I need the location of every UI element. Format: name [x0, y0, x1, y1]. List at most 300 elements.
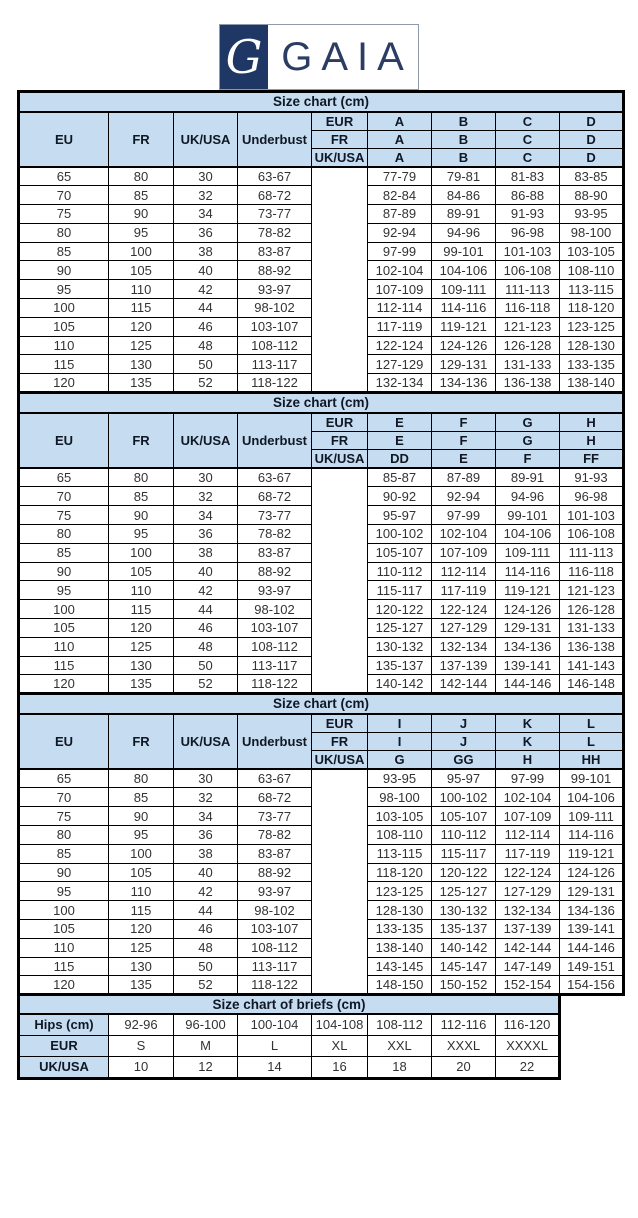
size-cell: 104-106 — [560, 788, 624, 807]
size-cell: 149-151 — [560, 957, 624, 976]
size-cell: 124-126 — [432, 336, 496, 355]
column-header: UK/USA — [174, 413, 238, 469]
cup-size-header: H — [496, 751, 560, 770]
size-cell: 115 — [109, 901, 174, 920]
table-row — [19, 242, 624, 261]
spacer-cell — [312, 637, 368, 656]
size-cell: 103-107 — [238, 317, 312, 336]
sizing-system-label: EUR — [312, 112, 368, 131]
size-cell: 114-116 — [496, 562, 560, 581]
size-cell: 108-110 — [368, 826, 432, 845]
table-row — [19, 524, 624, 543]
size-cell: 12 — [174, 1057, 238, 1079]
spacer-cell — [312, 299, 368, 318]
size-cell: 97-99 — [368, 242, 432, 261]
size-cell: 144-146 — [560, 938, 624, 957]
cup-size-header: HH — [560, 751, 624, 770]
table-row — [19, 562, 624, 581]
size-cell: 133-135 — [560, 355, 624, 374]
size-cell: 113-117 — [238, 355, 312, 374]
size-cell: 130 — [109, 957, 174, 976]
size-cell: 133-135 — [368, 920, 432, 939]
size-cell: 98-102 — [238, 901, 312, 920]
size-cell: 34 — [174, 807, 238, 826]
spacer-cell — [312, 826, 368, 845]
size-cell: 14 — [238, 1057, 312, 1079]
size-cell: 108-110 — [560, 261, 624, 280]
table-row — [19, 167, 624, 186]
size-cell: 108-112 — [238, 336, 312, 355]
size-cell: 46 — [174, 618, 238, 637]
size-cell: 93-95 — [560, 205, 624, 224]
size-cell: 105-107 — [432, 807, 496, 826]
size-cell: 95 — [109, 524, 174, 543]
size-cell: 97-99 — [496, 769, 560, 788]
size-cell: 100 — [19, 600, 109, 619]
table-row — [19, 656, 624, 675]
size-cell: L — [238, 1035, 312, 1057]
spacer-cell — [312, 543, 368, 562]
size-cell: 75 — [19, 506, 109, 525]
size-cell: 88-90 — [560, 186, 624, 205]
cup-size-header: A — [368, 112, 432, 131]
size-cell: 90 — [109, 506, 174, 525]
table-row — [19, 807, 624, 826]
spacer-cell — [312, 938, 368, 957]
size-cell: 96-100 — [174, 1014, 238, 1036]
size-cell: 128-130 — [560, 336, 624, 355]
brand-name: GAIA — [281, 35, 413, 79]
table-row — [19, 280, 624, 299]
size-cell: 46 — [174, 920, 238, 939]
table-row — [19, 882, 624, 901]
cup-size-header: L — [560, 714, 624, 733]
size-cell: 126-128 — [496, 336, 560, 355]
size-cell: 105 — [19, 317, 109, 336]
spacer-cell — [312, 901, 368, 920]
size-cell: 75 — [19, 205, 109, 224]
cup-size-header: D — [560, 130, 624, 149]
size-cell: 120 — [109, 618, 174, 637]
size-cell: 135-137 — [368, 656, 432, 675]
size-cell: 40 — [174, 863, 238, 882]
size-cell: 104-106 — [432, 261, 496, 280]
size-cell: 90 — [19, 261, 109, 280]
size-cell: 117-119 — [368, 317, 432, 336]
size-cell: 118-122 — [238, 976, 312, 995]
size-chart-bras-cups-e-h — [17, 391, 625, 695]
size-cell: 146-148 — [560, 675, 624, 694]
size-cell: 86-88 — [496, 186, 560, 205]
size-cell: 138-140 — [368, 938, 432, 957]
size-cell: 124-126 — [560, 863, 624, 882]
row-label: UK/USA — [19, 1057, 109, 1079]
sizing-system-label: FR — [312, 431, 368, 450]
size-cell: 115-117 — [368, 581, 432, 600]
size-cell: 103-105 — [560, 242, 624, 261]
size-cell: 106-108 — [496, 261, 560, 280]
size-cell: 80 — [19, 826, 109, 845]
size-cell: 63-67 — [238, 468, 312, 487]
size-cell: 110 — [109, 882, 174, 901]
cup-size-header: J — [432, 714, 496, 733]
size-cell: 95 — [19, 581, 109, 600]
size-cell: 135 — [109, 374, 174, 393]
size-cell: 65 — [19, 468, 109, 487]
size-cell: S — [109, 1035, 174, 1057]
spacer-cell — [312, 562, 368, 581]
size-cell: 95 — [109, 826, 174, 845]
cup-size-header: E — [368, 431, 432, 450]
size-cell: 112-114 — [496, 826, 560, 845]
size-cell: 93-97 — [238, 280, 312, 299]
column-header: EU — [19, 112, 109, 168]
size-cell: 114-116 — [560, 826, 624, 845]
size-cell: 38 — [174, 242, 238, 261]
column-header: Underbust — [238, 714, 312, 770]
size-cell: 90 — [19, 863, 109, 882]
size-cell: 130 — [109, 656, 174, 675]
size-cell: 98-102 — [238, 600, 312, 619]
cup-size-header: H — [560, 431, 624, 450]
cup-size-header: B — [432, 149, 496, 168]
column-header: EU — [19, 413, 109, 469]
size-cell: 115 — [109, 600, 174, 619]
size-cell: 48 — [174, 336, 238, 355]
size-cell: 106-108 — [560, 524, 624, 543]
table-title-row — [19, 694, 624, 714]
size-cell: 68-72 — [238, 487, 312, 506]
size-cell: 115-117 — [432, 844, 496, 863]
table-row — [19, 581, 624, 600]
table-row — [19, 957, 624, 976]
spacer-cell — [312, 223, 368, 242]
header-row — [19, 112, 624, 131]
table-row — [19, 901, 624, 920]
size-cell: 102-104 — [368, 261, 432, 280]
spacer-cell — [312, 167, 368, 186]
size-cell: 40 — [174, 261, 238, 280]
size-cell: 100 — [109, 543, 174, 562]
size-cell: 80 — [19, 524, 109, 543]
spacer-cell — [312, 524, 368, 543]
size-chart-briefs — [17, 993, 561, 1080]
size-cell: 98-102 — [238, 299, 312, 318]
spacer-cell — [312, 280, 368, 299]
size-cell: 122-124 — [368, 336, 432, 355]
size-cell: 104-106 — [496, 524, 560, 543]
size-cell: 85 — [109, 487, 174, 506]
size-cell: 132-134 — [496, 901, 560, 920]
table-row — [19, 976, 624, 995]
size-cell: 65 — [19, 769, 109, 788]
size-cell: 132-134 — [432, 637, 496, 656]
size-cell: 95 — [19, 280, 109, 299]
size-cell: 85-87 — [368, 468, 432, 487]
size-cell: 110 — [19, 336, 109, 355]
size-cell: XXXXL — [496, 1035, 560, 1057]
size-cell: 103-105 — [368, 807, 432, 826]
size-cell: 105 — [19, 618, 109, 637]
table-title: Size chart of briefs (cm) — [19, 995, 560, 1014]
table-row — [19, 336, 624, 355]
table-row — [19, 299, 624, 318]
spacer-cell — [312, 675, 368, 694]
size-cell: 120 — [19, 374, 109, 393]
size-cell: 85 — [19, 844, 109, 863]
size-cell: 78-82 — [238, 826, 312, 845]
header-row — [19, 413, 624, 432]
spacer-cell — [312, 355, 368, 374]
size-cell: 68-72 — [238, 186, 312, 205]
cup-size-header: K — [496, 714, 560, 733]
size-cell: 129-131 — [432, 355, 496, 374]
size-cell: 105 — [109, 562, 174, 581]
page — [0, 24, 638, 1080]
size-cell: 103-107 — [238, 618, 312, 637]
size-cell: 117-119 — [432, 581, 496, 600]
size-cell: 137-139 — [432, 656, 496, 675]
size-cell: 34 — [174, 506, 238, 525]
size-chart-bras-cups-i-l — [17, 692, 625, 996]
size-cell: 38 — [174, 543, 238, 562]
size-cell: 143-145 — [368, 957, 432, 976]
table-row — [19, 600, 624, 619]
size-cell: 109-111 — [560, 807, 624, 826]
size-cell: 90 — [109, 205, 174, 224]
size-chart-bras-cups-a-d — [17, 90, 625, 394]
size-cell: 119-121 — [496, 581, 560, 600]
size-cell: 30 — [174, 468, 238, 487]
size-cell: 91-93 — [496, 205, 560, 224]
cup-size-header: FF — [560, 450, 624, 469]
size-cell: 121-123 — [496, 317, 560, 336]
size-cell: 135-137 — [432, 920, 496, 939]
size-cell: 52 — [174, 675, 238, 694]
size-cell: 150-152 — [432, 976, 496, 995]
logo-monogram-icon — [220, 25, 268, 89]
size-cell: 119-121 — [432, 317, 496, 336]
spacer-cell — [312, 242, 368, 261]
spacer-cell — [312, 882, 368, 901]
size-cell: 123-125 — [368, 882, 432, 901]
size-cell: 116-120 — [496, 1014, 560, 1036]
spacer-cell — [312, 844, 368, 863]
size-cell: 125 — [109, 938, 174, 957]
size-cell: 116-118 — [496, 299, 560, 318]
table-row — [19, 317, 624, 336]
table-row — [19, 826, 624, 845]
size-cell: 30 — [174, 769, 238, 788]
size-cell: 112-116 — [432, 1014, 496, 1036]
cup-size-header: B — [432, 130, 496, 149]
cup-size-header: G — [496, 413, 560, 432]
column-header: Underbust — [238, 112, 312, 168]
size-cell: 100 — [19, 901, 109, 920]
table-row — [19, 487, 624, 506]
size-cell: 95-97 — [432, 769, 496, 788]
size-cell: 111-113 — [496, 280, 560, 299]
sizing-system-label: UK/USA — [312, 450, 368, 469]
size-cell: 22 — [496, 1057, 560, 1079]
size-cell: 87-89 — [432, 468, 496, 487]
cup-size-header: G — [368, 751, 432, 770]
size-cell: 125-127 — [368, 618, 432, 637]
size-cell: 100-104 — [238, 1014, 312, 1036]
size-cell: 100 — [109, 242, 174, 261]
table-row — [19, 1057, 560, 1079]
spacer-cell — [312, 976, 368, 995]
size-cell: 80 — [109, 167, 174, 186]
table-row — [19, 637, 624, 656]
size-cell: 98-100 — [560, 223, 624, 242]
size-cell: 110 — [19, 637, 109, 656]
size-cell: 32 — [174, 186, 238, 205]
size-cell: 92-96 — [109, 1014, 174, 1036]
table-row — [19, 863, 624, 882]
spacer-cell — [312, 618, 368, 637]
size-cell: 120-122 — [432, 863, 496, 882]
size-cell: 112-114 — [432, 562, 496, 581]
spacer-cell — [312, 600, 368, 619]
table-title-row — [19, 393, 624, 413]
size-cell: 44 — [174, 901, 238, 920]
size-cell: 42 — [174, 581, 238, 600]
size-cell: 97-99 — [432, 506, 496, 525]
size-cell: 75 — [19, 807, 109, 826]
size-cell: 118-120 — [368, 863, 432, 882]
size-cell: 95 — [19, 882, 109, 901]
size-cell: 70 — [19, 788, 109, 807]
size-cell: 104-108 — [312, 1014, 368, 1036]
size-cell: 108-112 — [368, 1014, 432, 1036]
size-cell: 96-98 — [560, 487, 624, 506]
cup-size-header: A — [368, 130, 432, 149]
size-cell: 105 — [109, 863, 174, 882]
size-cell: 91-93 — [560, 468, 624, 487]
size-cell: 73-77 — [238, 205, 312, 224]
column-header: UK/USA — [174, 112, 238, 168]
size-cell: 147-149 — [496, 957, 560, 976]
size-cell: 73-77 — [238, 807, 312, 826]
size-cell: 127-129 — [432, 618, 496, 637]
size-cell: 137-139 — [496, 920, 560, 939]
size-cell: 94-96 — [496, 487, 560, 506]
spacer-cell — [312, 581, 368, 600]
size-cell: 109-111 — [432, 280, 496, 299]
size-cell: 108-112 — [238, 938, 312, 957]
size-cell: 93-95 — [368, 769, 432, 788]
sizing-system-label: EUR — [312, 714, 368, 733]
size-cell: 99-101 — [560, 769, 624, 788]
size-cell: 114-116 — [432, 299, 496, 318]
brand-logo — [219, 24, 419, 90]
size-cell: 65 — [19, 167, 109, 186]
size-cell: 90 — [19, 562, 109, 581]
size-cell: 44 — [174, 600, 238, 619]
size-cell: 78-82 — [238, 524, 312, 543]
size-cell: 88-92 — [238, 261, 312, 280]
column-header: Underbust — [238, 413, 312, 469]
size-cell: 107-109 — [496, 807, 560, 826]
table-row — [19, 374, 624, 393]
table-row — [19, 788, 624, 807]
size-cell: 129-131 — [560, 882, 624, 901]
size-cell: 40 — [174, 562, 238, 581]
size-cell: 128-130 — [368, 901, 432, 920]
size-cell: 88-92 — [238, 863, 312, 882]
size-cell: 32 — [174, 487, 238, 506]
size-cell: 125-127 — [432, 882, 496, 901]
cup-size-header: F — [432, 431, 496, 450]
size-cell: 135 — [109, 976, 174, 995]
size-cell: 115 — [109, 299, 174, 318]
size-cell: 111-113 — [560, 543, 624, 562]
size-cell: 127-129 — [368, 355, 432, 374]
size-cell: 80 — [109, 769, 174, 788]
size-cell: 118-122 — [238, 675, 312, 694]
table-title: Size chart (cm) — [19, 393, 624, 413]
size-cell: 100 — [19, 299, 109, 318]
size-cell: 101-103 — [496, 242, 560, 261]
size-cell: 113-115 — [560, 280, 624, 299]
cup-size-header: I — [368, 714, 432, 733]
size-cell: 42 — [174, 280, 238, 299]
cup-size-header: C — [496, 149, 560, 168]
size-cell: 92-94 — [368, 223, 432, 242]
size-cell: 50 — [174, 355, 238, 374]
size-cell: 131-133 — [560, 618, 624, 637]
column-header: UK/USA — [174, 714, 238, 770]
size-cell: 139-141 — [560, 920, 624, 939]
size-cell: 115 — [19, 656, 109, 675]
spacer-cell — [312, 374, 368, 393]
size-cell: 93-97 — [238, 882, 312, 901]
sizing-system-label: FR — [312, 130, 368, 149]
size-cell: 94-96 — [432, 223, 496, 242]
table-row — [19, 205, 624, 224]
size-cell: 89-91 — [432, 205, 496, 224]
logo-monogram-letter: G — [225, 30, 263, 84]
size-cell: 134-136 — [496, 637, 560, 656]
size-cell: 90-92 — [368, 487, 432, 506]
cup-size-header: E — [368, 413, 432, 432]
size-cell: 121-123 — [560, 581, 624, 600]
size-cell: 77-79 — [368, 167, 432, 186]
table-row — [19, 938, 624, 957]
spacer-cell — [312, 205, 368, 224]
size-cell: 73-77 — [238, 506, 312, 525]
size-cell: 70 — [19, 186, 109, 205]
spacer-cell — [312, 656, 368, 675]
table-title: Size chart (cm) — [19, 694, 624, 714]
size-cell: 48 — [174, 938, 238, 957]
size-cell: 119-121 — [560, 844, 624, 863]
size-cell: 105-107 — [368, 543, 432, 562]
size-cell: 80 — [19, 223, 109, 242]
spacer-cell — [312, 317, 368, 336]
cup-size-header: D — [560, 112, 624, 131]
size-cell: 113-115 — [368, 844, 432, 863]
cup-size-header: F — [432, 413, 496, 432]
cup-size-header: K — [496, 732, 560, 751]
size-cell: 52 — [174, 374, 238, 393]
table-row — [19, 543, 624, 562]
size-cell: 83-87 — [238, 242, 312, 261]
cup-size-header: I — [368, 732, 432, 751]
size-cell: 132-134 — [368, 374, 432, 393]
size-cell: 110 — [109, 581, 174, 600]
